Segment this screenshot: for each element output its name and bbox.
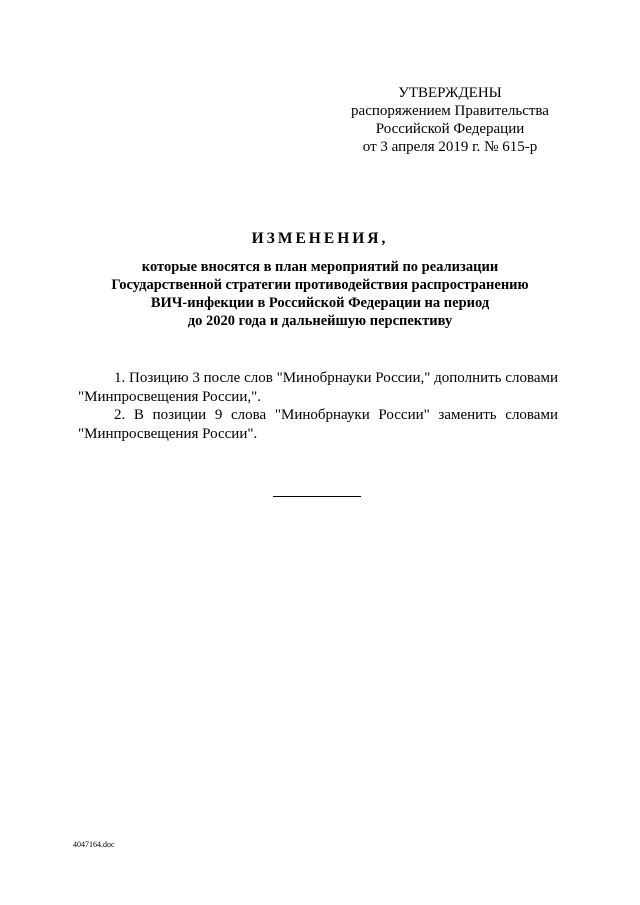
heading-line: ВИЧ-инфекции в Российской Федерации на период xyxy=(150,295,490,311)
heading-line: которые вносятся в план мероприятий по реализации xyxy=(141,259,499,275)
approval-block xyxy=(330,84,570,156)
heading-line: Государственной стратегии противодействия распространению xyxy=(111,277,529,293)
document-heading xyxy=(80,258,560,330)
approval-title: УТВЕРЖДЕНЫ xyxy=(398,85,502,101)
paragraph: 2. В позиции 9 слова "Минобрнауки России" заменить словами "Минпросвещения России". xyxy=(78,407,558,442)
approval-line: Российской Федерации xyxy=(375,121,525,137)
document-body xyxy=(78,369,558,443)
document-title: ИЗМЕНЕНИЯ, xyxy=(251,230,389,247)
footer-filename: 4047164.doc xyxy=(73,840,115,849)
paragraph: 1. Позицию 3 после слов "Минобрнауки России," дополнить словами "Минпросвещения России,". xyxy=(78,370,558,405)
approval-line: от 3 апреля 2019 г. № 615-р xyxy=(362,139,538,155)
separator-line xyxy=(273,496,361,497)
approval-line: распоряжением Правительства xyxy=(351,103,549,119)
heading-line: до 2020 года и дальнейшую перспективу xyxy=(187,313,453,329)
